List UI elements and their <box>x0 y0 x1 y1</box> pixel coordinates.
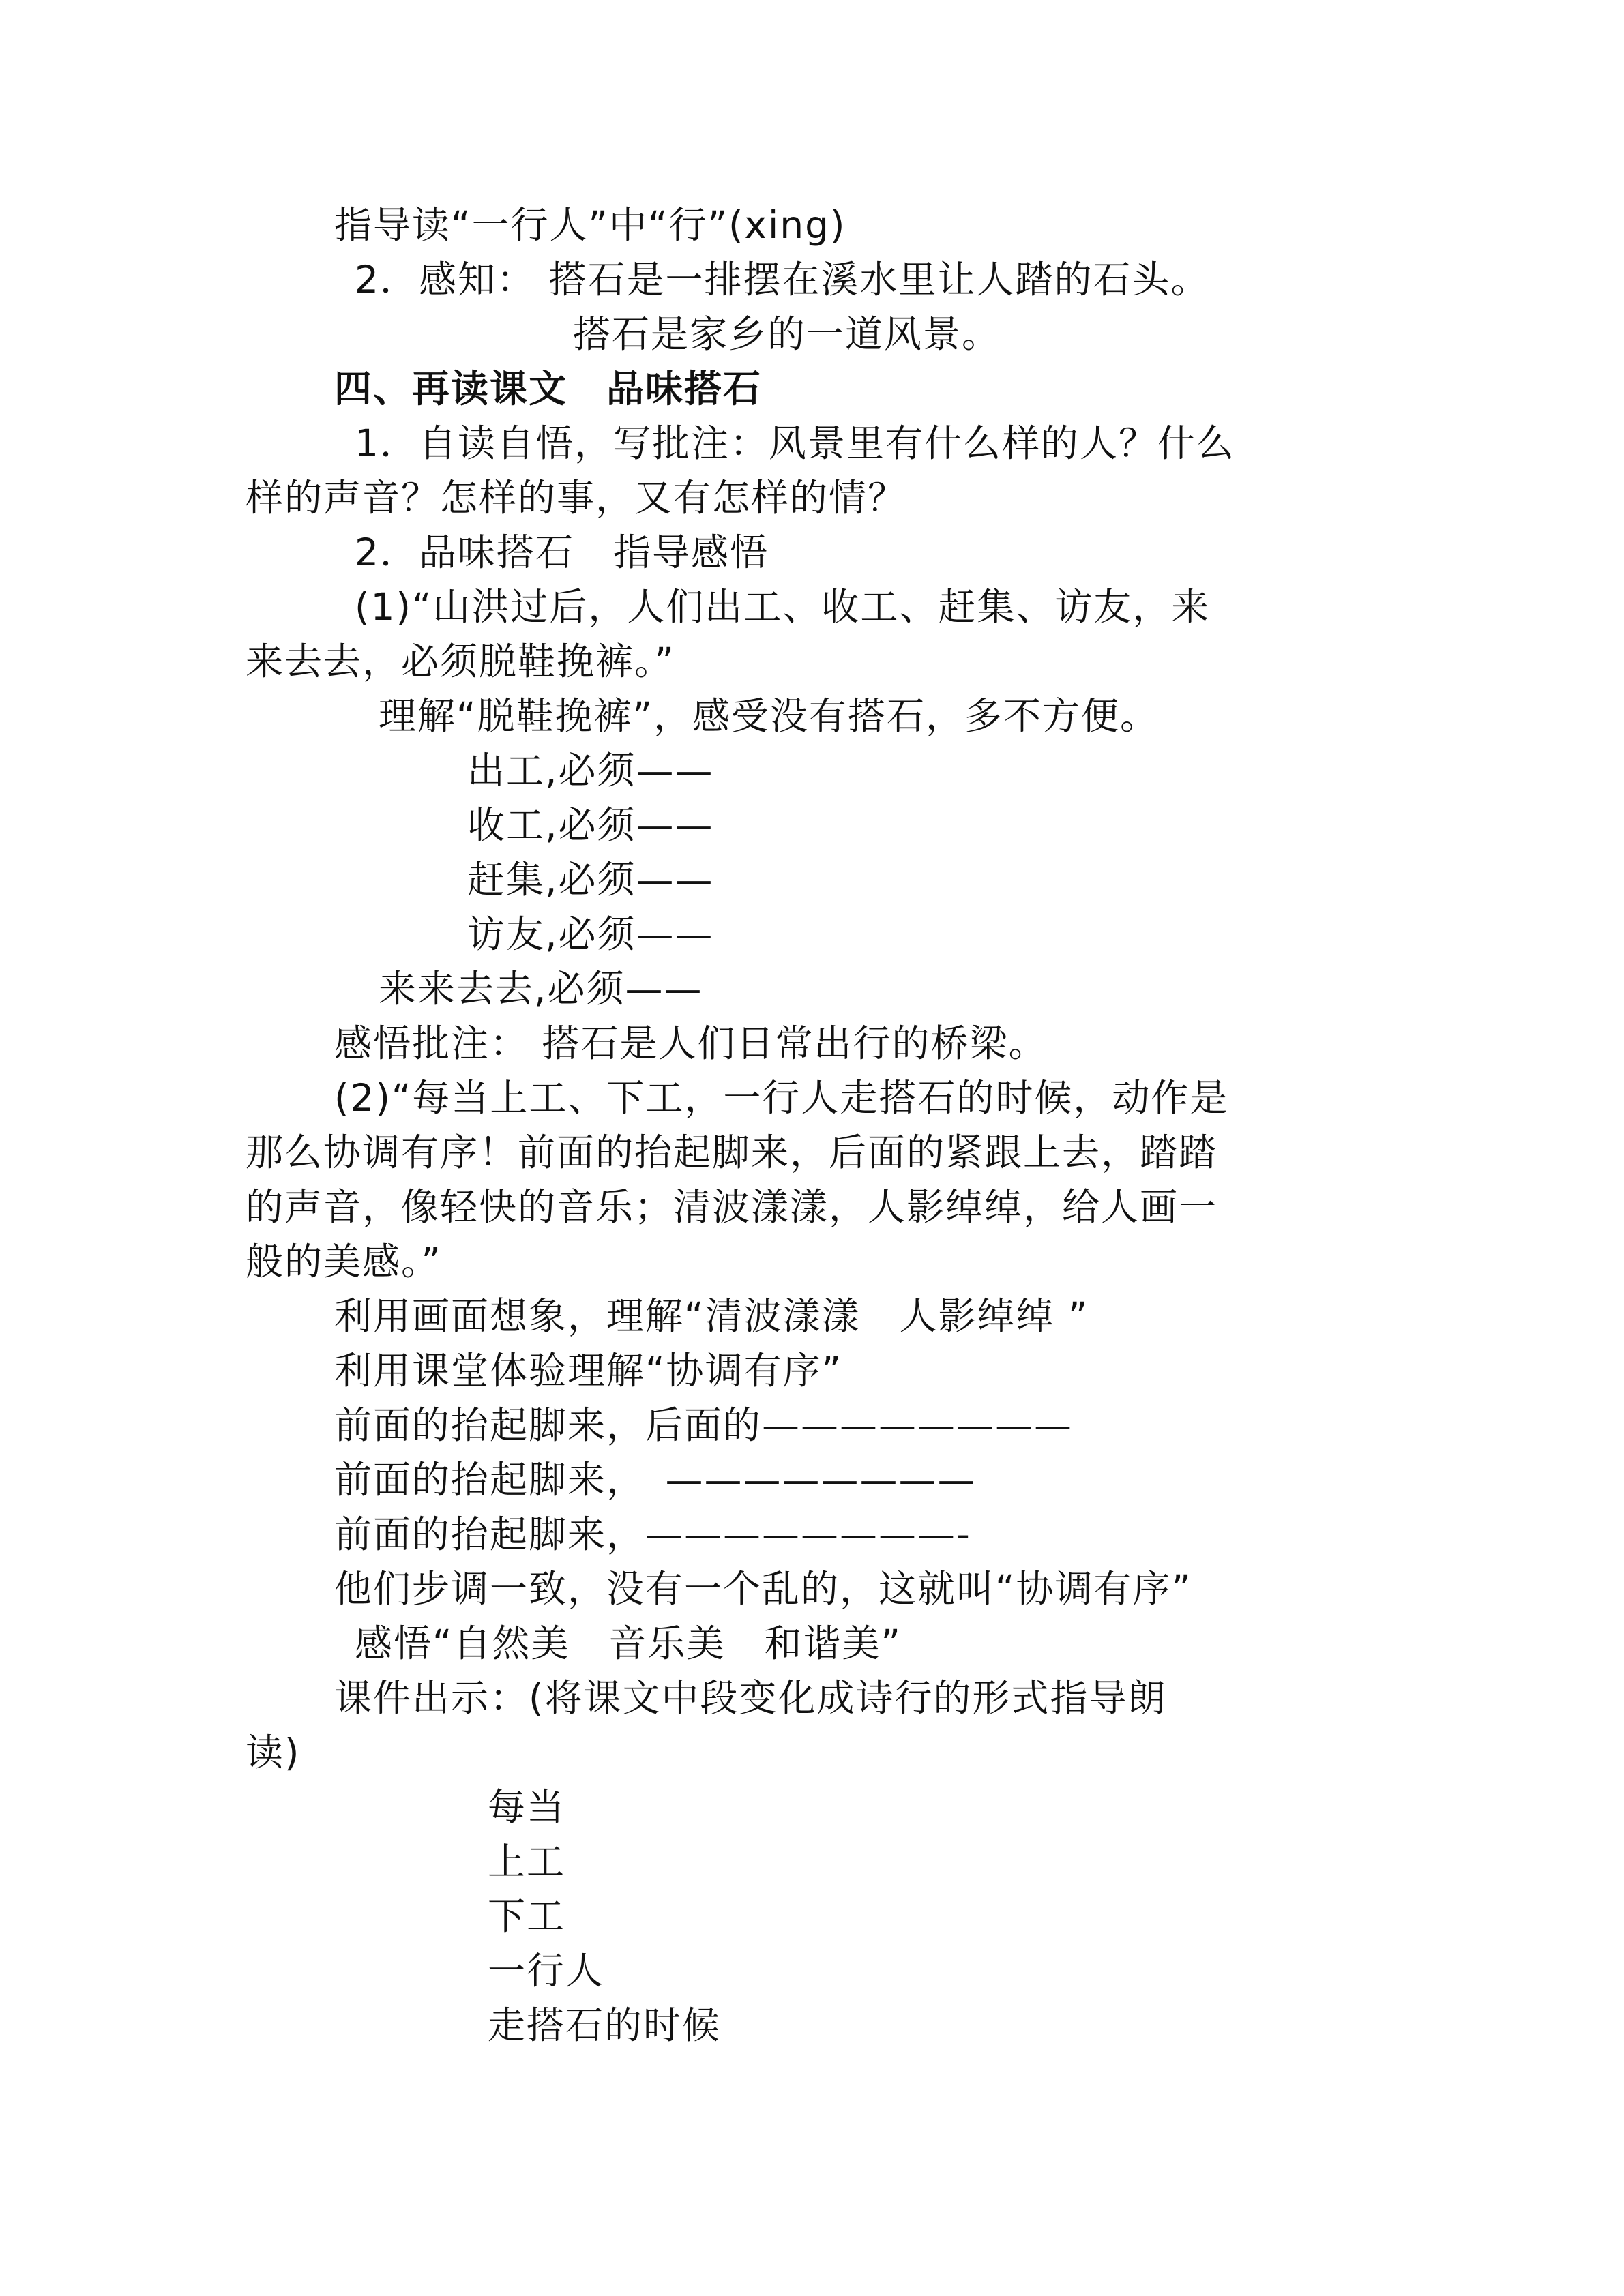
text-line-drill-2: 收工,必须—— <box>467 803 714 847</box>
poem-line-3: 下工 <box>488 1894 566 1938</box>
text-line-quote-1a: (1)“山洪过后，人们出工、收工、赶集、访友，来 <box>355 585 1211 629</box>
text-line-experience: 利用课堂体验理解“协调有序” <box>334 1349 842 1392</box>
text-line-quote-2b: 那么协调有序！前面的抬起脚来，后面的紧跟上去，踏踏 <box>246 1131 1218 1174</box>
text-line-fill-1: 前面的抬起脚来，后面的———————— <box>334 1403 1074 1447</box>
text-line-beauty: 感悟“自然美 音乐美 和谐美” <box>355 1622 902 1665</box>
text-line-courseware-2: 读) <box>246 1731 301 1774</box>
text-line-quote-2a: (2)“每当上工、下工，一行人走搭石的时候，动作是 <box>334 1076 1229 1120</box>
text-line-quote-1b: 来去去，必须脱鞋挽裤。” <box>246 640 675 683</box>
text-line-courseware-1: 课件出示：(将课文中段变化成诗行的形式指导朗 <box>334 1676 1167 1720</box>
text-line-fill-2: 前面的抬起脚来， ———————— <box>334 1458 977 1502</box>
poem-line-2: 上工 <box>488 1840 566 1883</box>
text-line-drill-3: 赶集,必须—— <box>467 858 714 901</box>
text-line-quote-2c: 的声音，像轻快的音乐；清波漾漾，人影绰绰，给人画一 <box>246 1185 1218 1229</box>
text-line-savor: 2．品味搭石 指导感悟 <box>355 531 769 574</box>
text-line-quote-2d: 般的美感。” <box>246 1240 442 1283</box>
text-line-fill-3: 前面的抬起脚来，————————- <box>334 1512 971 1556</box>
text-line-imagine: 利用画面想象，理解“清波漾漾 人影绰绰 ” <box>334 1294 1089 1338</box>
text-line-perceive-2: 搭石是家乡的一道风景。 <box>573 312 1001 356</box>
text-line-perceive-1: 2．感知： 搭石是一排摆在溪水里让人踏的石头。 <box>355 258 1210 301</box>
text-line-drill-1: 出工,必须—— <box>467 749 714 792</box>
text-line-pronunciation: 指导读“一行人”中“行”(xing) <box>334 203 846 247</box>
text-line-drill-4: 访友,必须—— <box>467 912 714 956</box>
text-line-understand-1: 理解“脱鞋挽裤”，感受没有搭石，多不方便。 <box>379 694 1159 738</box>
text-line-self-read-2: 样的声音？怎样的事，又有怎样的情？ <box>246 476 907 520</box>
text-line-annotation-1: 感悟批注： 搭石是人们日常出行的桥梁。 <box>334 1022 1048 1065</box>
text-line-in-step: 他们步调一致，没有一个乱的，这就叫“协调有序” <box>334 1567 1192 1611</box>
poem-line-5: 走搭石的时候 <box>488 2003 722 2047</box>
text-line-self-read-1: 1．自读自悟，写批注：风景里有什么样的人？什么 <box>355 421 1235 465</box>
text-line-drill-5: 来来去去,必须—— <box>379 967 703 1011</box>
section-heading-four: 四、再读课文 品味搭石 <box>334 367 763 411</box>
poem-line-1: 每当 <box>488 1785 566 1829</box>
poem-line-4: 一行人 <box>488 1949 605 1993</box>
